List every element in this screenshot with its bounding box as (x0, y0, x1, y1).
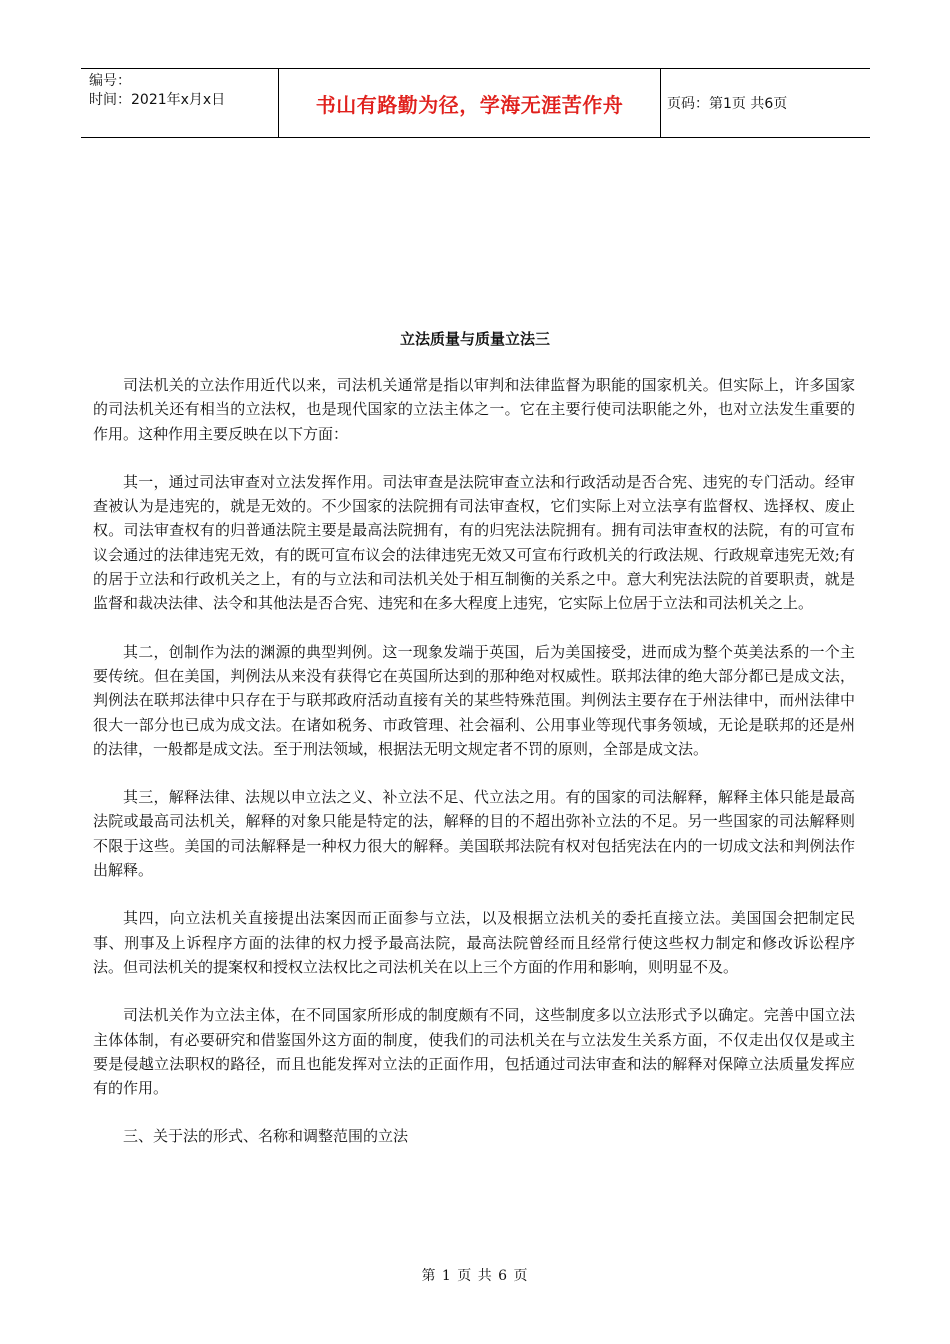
body-paragraph: 其三，解释法律、法规以申立法之义、补立法不足、代立法之用。有的国家的司法解释，解释主体只能是最高法院或最高司法机关，解释的对象只能是特定的法，解释的目的不超出弥补立法的不足。另一些国家的司法解释则不限于这些。美国的司法解释是一种权力很大的解释。美国联邦法院有权对包括宪法在内的一切成文法和判例法作出解释。 (93, 788, 855, 880)
document-title: 立法质量与质量立法三 (399, 330, 550, 348)
header-motto-cell (279, 69, 661, 137)
body-paragraph: 司法机关的立法作用近代以来，司法机关通常是指以审判和法律监督为职能的国家机关。但实际上，许多国家的司法机关还有相当的立法权，也是现代国家的立法主体之一。它在主要行使司法职能之外，也对立法发生重要的作用。这种作用主要反映在以下方面： (93, 376, 855, 443)
page-footer: 第 1 页 共 6 页 (421, 1268, 529, 1284)
header-page-info: 页码：第1页 共6页 (667, 96, 788, 112)
body-paragraph: 其一，通过司法审查对立法发挥作用。司法审查是法院审查立法和行政活动是否合宪、违宪的专门活动。经审查被认为是违宪的，就是无效的。不少国家的法院拥有司法审查权，它们实际上对立法享有监督权、选择权、废止权。司法审查权有的归普通法院主要是最高法院拥有，有的归宪法法院拥有。拥有司法审查权的法院，有的可宣布议会通过的法律违宪无效，有的既可宣布议会的法律违宪无效又可宣布行政机关的行政法规、行政规章违宪无效;有的居于立法和行政机关之上，有的与立法和司法机关处于相互制衡的关系之中。意大利宪法法院的首要职责，就是监督和裁决法律、法令和其他法是否合宪、违宪和在多大程度上违宪，它实际上位居于立法和司法机关之上。 (93, 472, 855, 613)
document-number-label: 编号： (89, 73, 131, 89)
body-paragraph: 其四，向立法机关直接提出法案因而正面参与立法，以及根据立法机关的委托直接立法。美国国会把制定民事、刑事及上诉程序方面的法律的权力授予最高法院，最高法院曾经而且经常行使这些权力制定和修改诉讼程序法。但司法机关的提案权和授权立法权比之司法机关在以上三个方面的作用和影响，则明显不及。 (93, 909, 855, 976)
header-motto: 书山有路勤为径，学海无涯苦作舟 (315, 92, 624, 117)
body-paragraph: 司法机关作为立法主体，在不同国家所形成的制度颇有不同，这些制度多以立法形式予以确定。完善中国立法主体体制，有必要研究和借鉴国外这方面的制度，使我们的司法机关在与立法发生关系方面，不仅走出仅仅是或主要是侵越立法职权的路径，而且也能发挥对立法的正面作用，包括通过司法审查和法的解释对保障立法质量发挥应有的作用。 (93, 1006, 855, 1098)
document-date-label: 时间：2021年x月x日 (89, 92, 226, 108)
header-table (81, 68, 870, 138)
section-heading: 三、关于法的形式、名称和调整范围的立法 (123, 1127, 409, 1146)
body-paragraph: 其二，创制作为法的渊源的典型判例。这一现象发端于英国，后为美国接受，进而成为整个英美法系的一个主要传统。但在美国，判例法从来没有获得它在英国所达到的那种绝对权威性。联邦法律的绝大部分都已是成文法，判例法在联邦法律中只存在于与联邦政府活动直接有关的某些特殊范围。判例法主要存在于州法律中，而州法律中很大一部分也已成为成文法。在诸如税务、市政管理、社会福利、公用事业等现代事务领域，无论是联邦的还是州的法律，一般都是成文法。至于刑法领域，根据法无明文规定者不罚的原则，全部是成文法。 (93, 642, 855, 758)
document-body (93, 373, 855, 1173)
header-page-cell (661, 69, 870, 137)
header-meta-cell (81, 69, 279, 137)
